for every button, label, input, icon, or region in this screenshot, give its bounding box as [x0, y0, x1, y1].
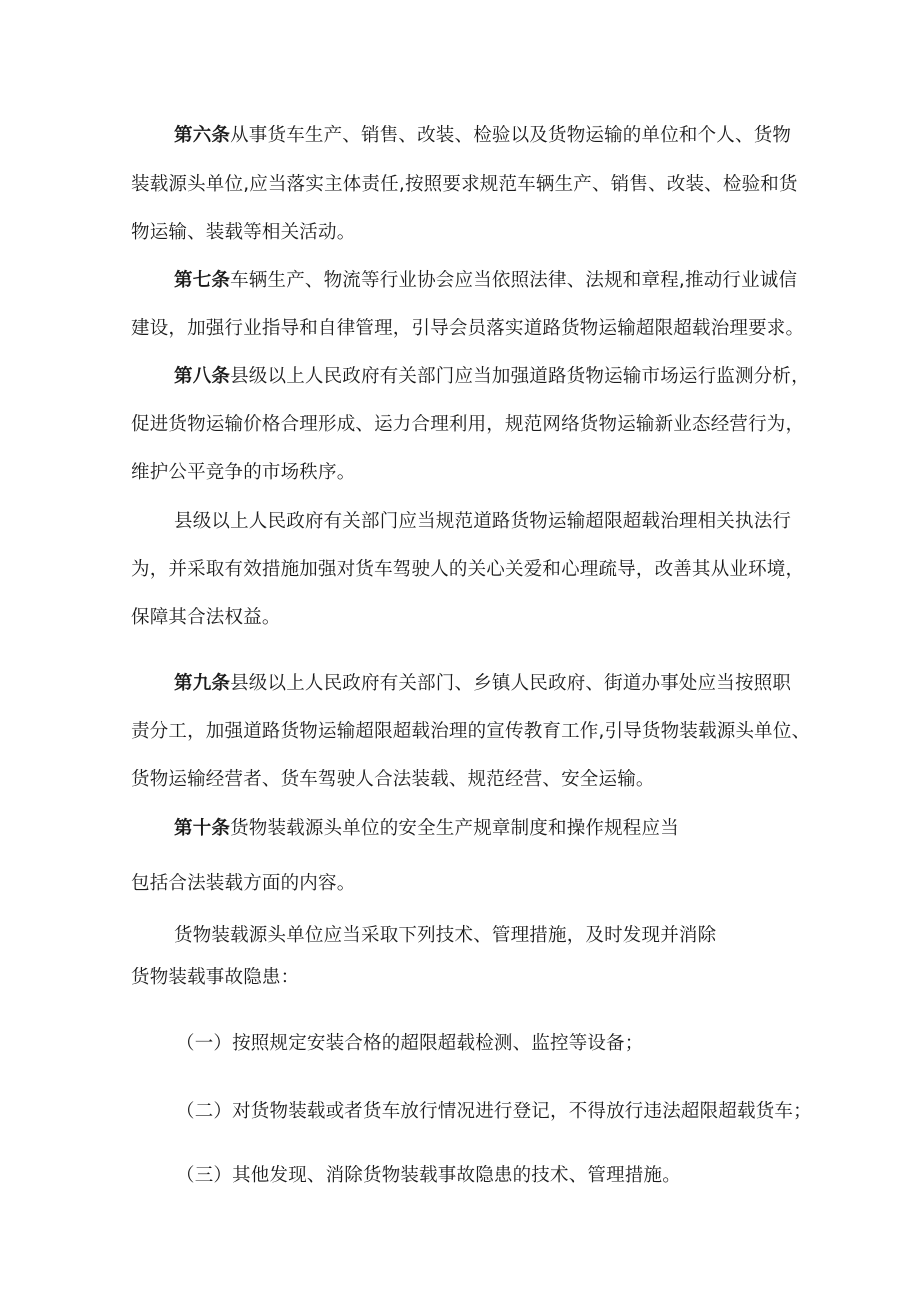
- article-8-line-3: 维护公平竞争的市场秩序。: [131, 462, 356, 483]
- article-6-line-1: [174, 124, 791, 148]
- article-8-label: 第八条: [174, 366, 231, 387]
- article-7-line-1: [174, 269, 797, 293]
- article-10-line-2: 包括合法装载方面的内容。: [131, 873, 356, 894]
- list-item: （一）按照规定安装合格的超限超载检测、监控等设备；: [176, 1033, 644, 1054]
- article-6-text-1: 从事货车生产、销售、改装、检验以及货物运输的单位和个人、货物: [230, 125, 792, 146]
- article-8-text-1: 县级以上人民政府有关部门应当加强道路货物运输市场运行监测分析，: [230, 366, 810, 387]
- article-7-line-2: 建设，加强行业指导和自律管理，引导会员落实道路货物运输超限超载治理要求。: [131, 318, 805, 339]
- article-6-label: 第六条: [174, 125, 231, 146]
- article-10-label: 第十条: [174, 818, 231, 839]
- article-8-line-1: [174, 365, 810, 389]
- article-9-text-1: 县级以上人民政府有关部门、乡镇人民政府、街道办事处应当按照职: [230, 673, 792, 694]
- article-9-line-3: 货物运输经营者、货车驾驶人合法装载、规范经营、安全运输。: [131, 769, 655, 790]
- article-9-label: 第九条: [174, 673, 231, 694]
- article-8-p2-line-2: 为，并采取有效措施加强对货车驾驶人的关心关爱和心理疏导，改善其从业环境，: [131, 559, 805, 580]
- article-7-text-1: 车辆生产、物流等行业协会应当依照法律、法规和章程,推动行业诚信: [230, 270, 798, 291]
- article-9-line-1: [174, 672, 791, 696]
- article-10-line-1: [174, 817, 679, 841]
- article-7-label: 第七条: [174, 270, 231, 291]
- article-8-line-2: 促进货物运输价格合理形成、运力合理利用，规范网络货物运输新业态经营行为，: [131, 414, 805, 435]
- article-9-line-2: 责分工，加强道路货物运输超限超载治理的宣传教育工作,引导货物装载源头单位、: [131, 721, 811, 742]
- list-item: （三）其他发现、消除货物装载事故隐患的技术、管理措施。: [176, 1165, 681, 1186]
- article-6-line-3: 物运输、装载等相关活动。: [131, 222, 356, 243]
- article-8-p2-line-1: 县级以上人民政府有关部门应当规范道路货物运输超限超载治理相关执法行: [174, 511, 792, 532]
- article-6-line-2: 装载源头单位,应当落实主体责任,按照要求规范车辆生产、销售、改装、检验和货: [131, 174, 798, 195]
- article-10-p2-line-1: 货物装载源头单位应当采取下列技术、管理措施，及时发现并消除: [174, 925, 717, 946]
- article-8-p2-line-3: 保障其合法权益。: [131, 607, 281, 628]
- list-item: （二）对货物装载或者货车放行情况进行登记，不得放行违法超限超载货车；: [176, 1101, 812, 1122]
- article-10-p2-line-2: 货物装载事故隐患：: [131, 967, 300, 988]
- article-10-text-1: 货物装载源头单位的安全生产规章制度和操作规程应当: [230, 818, 679, 839]
